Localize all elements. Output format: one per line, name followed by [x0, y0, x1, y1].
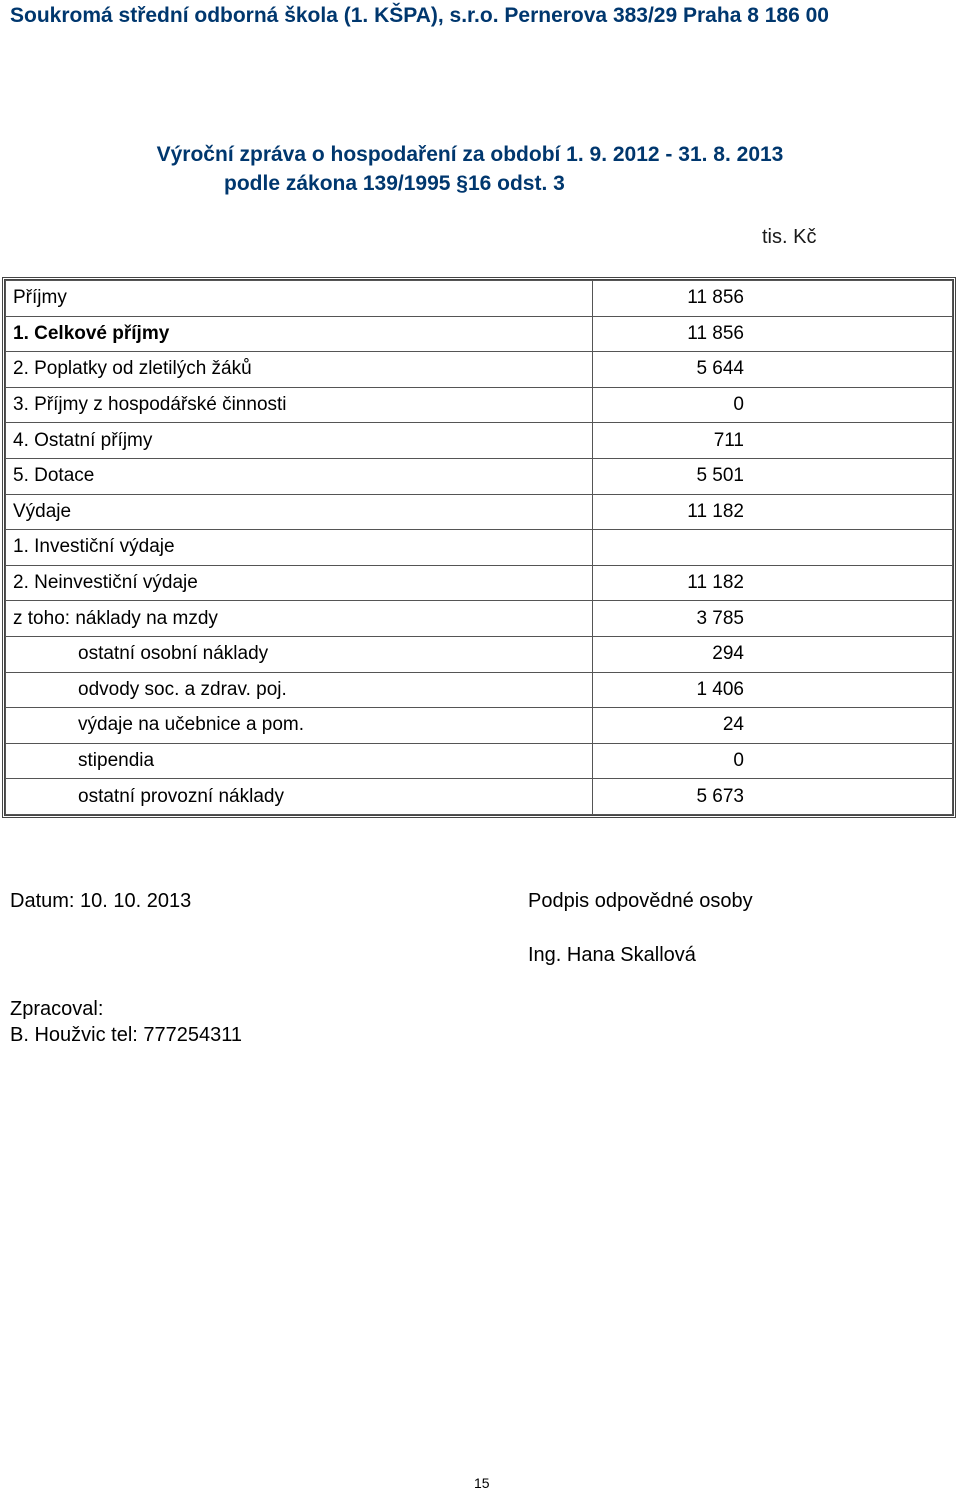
table-row: [6, 601, 953, 637]
row-value: 0: [593, 743, 953, 779]
row-value: 3 785: [593, 601, 953, 637]
report-subtitle: podle zákona 139/1995 §16 odst. 3: [224, 172, 565, 195]
finance-table: [2, 277, 956, 818]
row-label: odvody soc. a zdrav. poj.: [6, 672, 593, 708]
row-label: 2. Poplatky od zletilých žáků: [6, 352, 593, 388]
table-row: [6, 352, 953, 388]
row-label: ostatní provozní náklady: [6, 779, 593, 815]
row-value: 24: [593, 708, 953, 744]
row-value: 11 182: [593, 494, 953, 530]
table-row: [6, 779, 953, 815]
row-label: Výdaje: [6, 494, 593, 530]
row-label: stipendia: [6, 743, 593, 779]
row-value: [593, 530, 953, 566]
table-row: [6, 387, 953, 423]
row-value: 5 501: [593, 458, 953, 494]
prepared-by: B. Houžvic tel: 777254311: [10, 1024, 243, 1046]
row-label: ostatní osobní náklady: [6, 636, 593, 672]
row-value: 11 856: [593, 316, 953, 352]
row-label: 3. Příjmy z hospodářské činnosti: [6, 387, 593, 423]
table-row: [6, 494, 953, 530]
table-row: [6, 423, 953, 459]
row-value: 11 182: [593, 565, 953, 601]
table-row: [6, 530, 953, 566]
row-label: 1. Investiční výdaje: [6, 530, 593, 566]
table-row: [6, 708, 953, 744]
row-value: 294: [593, 636, 953, 672]
table-row: [6, 316, 953, 352]
table-row: [6, 743, 953, 779]
row-label: 1. Celkové příjmy: [6, 316, 593, 352]
school-header: Soukromá střední odborná škola (1. KŠPA), s.r.o. Pernerova 383/29 Praha 8 186 00: [10, 4, 829, 27]
row-value: 1 406: [593, 672, 953, 708]
row-value: 0: [593, 387, 953, 423]
row-value: 711: [593, 423, 953, 459]
table-row: [6, 672, 953, 708]
signature-name: Ing. Hana Skallová: [528, 944, 696, 966]
row-label: z toho: náklady na mzdy: [6, 601, 593, 637]
row-value: 5 644: [593, 352, 953, 388]
table-row: [6, 636, 953, 672]
table-row: [6, 281, 953, 317]
table-row: [6, 458, 953, 494]
row-label: 4. Ostatní příjmy: [6, 423, 593, 459]
table-row: [6, 565, 953, 601]
unit-label: tis. Kč: [762, 226, 817, 248]
row-label: 5. Dotace: [6, 458, 593, 494]
prepared-label: Zpracoval:: [10, 998, 104, 1020]
row-label: výdaje na učebnice a pom.: [6, 708, 593, 744]
row-label: 2. Neinvestiční výdaje: [6, 565, 593, 601]
date-text: Datum: 10. 10. 2013: [10, 890, 192, 912]
row-value: 5 673: [593, 779, 953, 815]
row-label: Příjmy: [6, 281, 593, 317]
signature-label: Podpis odpovědné osoby: [528, 890, 753, 912]
page-number: 15: [474, 1475, 490, 1491]
row-value: 11 856: [593, 281, 953, 317]
report-title: Výroční zpráva o hospodaření za období 1. 9. 2012 - 31. 8. 2013: [156, 143, 784, 166]
